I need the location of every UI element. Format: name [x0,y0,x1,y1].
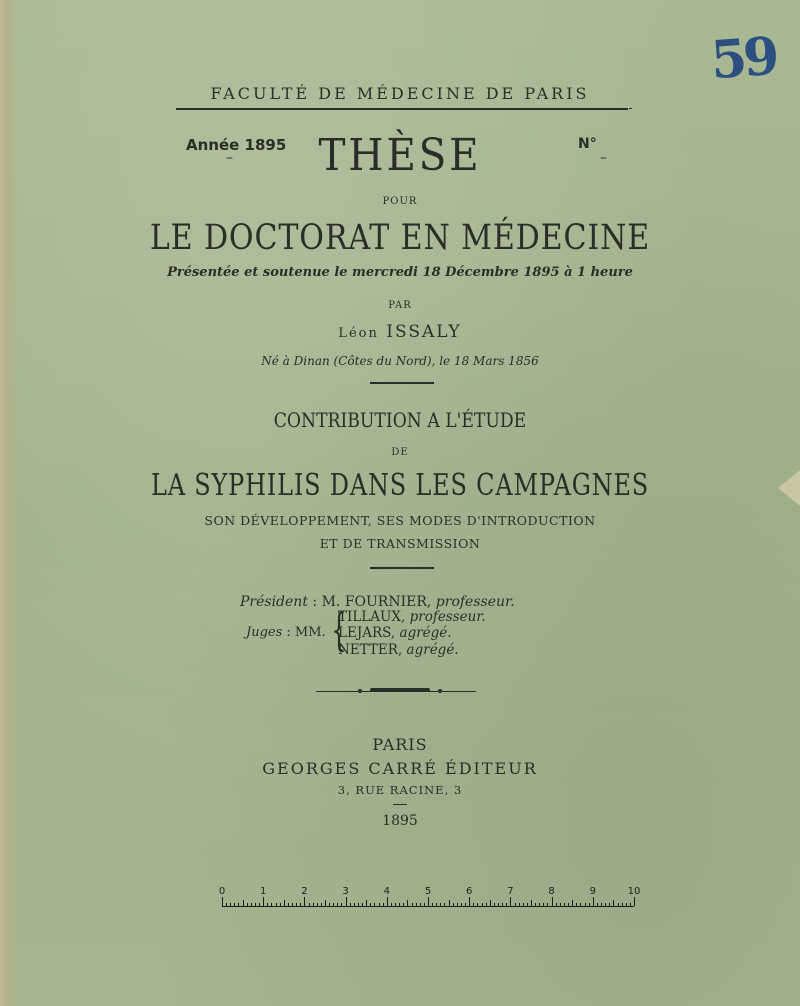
president-name: FOURNIER, [344,594,432,610]
ruler-label: 10 [627,886,641,897]
ruler-tick [300,903,301,906]
ruler-tick [379,903,380,906]
ruler-tick [276,903,277,906]
ruler-tick [325,900,326,906]
ruler-tick [267,903,268,906]
year-dash: – [226,150,233,166]
imprint-year: 1895 [382,813,418,829]
ruler-tick [630,903,631,906]
ruler-tick [622,903,623,906]
ruler-tick [605,903,606,906]
judges-prefix: : MM. [286,625,326,640]
ruler-tick [407,900,408,906]
ruler-label: 8 [548,886,555,897]
ruler-tick [593,897,594,906]
ruler-tick [424,903,425,906]
ruler-tick [568,903,569,906]
ruler-label: 6 [466,886,473,897]
ruler-tick [412,903,413,906]
ruler-tick [527,903,528,906]
ruler-tick [556,903,557,906]
ruler-tick [420,903,421,906]
ruler-tick [234,903,235,906]
scale-ruler [218,886,641,910]
ruler-label: 7 [507,886,514,897]
ruler-tick [444,903,445,906]
ruler-tick [440,903,441,906]
ruler-baseline [222,906,634,907]
ruler-tick [564,903,565,906]
imprint-address: 3, RUE RACINE, 3 [337,783,463,797]
ruler-tick [453,903,454,906]
ruler-tick [609,903,610,906]
ruler-tick [618,903,619,906]
ruler-tick [477,903,478,906]
ruler-tick [449,900,450,906]
ruler-tick [383,903,384,906]
ruler-tick [358,903,359,906]
judge-title: agrégé. [399,625,452,641]
ruler-tick [502,903,503,906]
ruler-tick [601,903,602,906]
number-label: N° [578,136,597,152]
ruler-tick [416,903,417,906]
ruler-tick [395,903,396,906]
ornament-center [370,688,430,692]
author-name [0,322,800,342]
ruler-label: 0 [218,886,226,897]
ruler-tick [543,903,544,906]
ruler-tick [321,903,322,906]
number-dash: – [600,150,607,166]
ruler-tick [263,897,264,906]
ruler-tick [613,900,614,906]
paper-edge [0,0,16,1006]
ruler-tick [482,903,483,906]
ruler-tick [366,900,367,906]
ruler-tick [560,903,561,906]
ruler-tick [506,903,507,906]
ruler-tick [436,903,437,906]
ruler-tick [354,903,355,906]
ruler-tick [399,903,400,906]
degree-title: LE DOCTORAT EN MÉDECINE [149,218,651,258]
ruler-tick [238,903,239,906]
author-first-name: Léon [338,326,379,341]
ruler-tick [304,897,305,906]
ruler-tick [498,903,499,906]
ruler-tick [296,903,297,906]
ruler-tick [370,903,371,906]
ruler-tick [259,903,260,906]
par-label: PAR [388,300,412,311]
ruler-tick [486,903,487,906]
ruler-tick [350,903,351,906]
ruler-tick [292,903,293,906]
ruler-tick [580,903,581,906]
ruler-tick [230,903,231,906]
ruler-tick [576,903,577,906]
ruler-tick [333,903,334,906]
ornament-dot [438,689,442,693]
ruler-tick [535,903,536,906]
ruler-tick [547,903,548,906]
ruler-tick [222,897,223,906]
judge-title: agrégé. [406,642,459,658]
ornament-dot [358,689,362,693]
ruler-tick [597,903,598,906]
year-label: Année 1895 [186,136,287,154]
author-last-name: ISSALY [386,322,462,342]
president-role: Président [240,594,308,610]
pour-label: POUR [382,196,418,207]
torn-corner [778,470,800,506]
ruler-tick [317,903,318,906]
ruler-tick [465,903,466,906]
header-rule-tail [614,108,632,109]
ruler-tick [391,903,392,906]
ruler-tick [341,903,342,906]
ruler-tick [589,903,590,906]
judge-entry [338,609,486,625]
ruler-tick [288,903,289,906]
ruler-tick [473,903,474,906]
ruler-label: 2 [301,886,308,897]
ruler-tick [362,903,363,906]
subject-subtitle-1: SON DÉVELOPPEMENT, SES MODES D'INTRODUCTION [204,513,596,528]
ruler-tick [515,903,516,906]
judge-entry [338,642,459,658]
ruler-tick [519,903,520,906]
ruler-tick [494,903,495,906]
ruler-tick [572,900,573,906]
subject-title: LA SYPHILIS DANS LES CAMPAGNES [150,468,650,503]
section-divider [370,382,434,384]
ruler-tick [243,900,244,906]
imprint-city: PARIS [372,735,428,754]
ruler-tick [280,903,281,906]
subject-subtitle-2: ET DE TRANSMISSION [319,536,481,551]
judge-name: LEJARS, [338,625,396,641]
judge-title: professeur. [409,609,486,625]
thesis-title: THÈSE [318,130,482,181]
imprint-publisher: GEORGES CARRÉ ÉDITEUR [262,759,538,778]
ruler-tick [255,903,256,906]
ruler-tick [634,897,635,906]
presentation-date: Présentée et soutenue le mercredi 18 Décembre 1895 à 1 heure [167,265,633,280]
ruler-tick [309,903,310,906]
ruler-tick [226,903,227,906]
president-title: professeur. [435,594,515,610]
jury-judges-label [246,625,326,640]
ruler-tick [539,903,540,906]
ruler-tick [523,903,524,906]
ruler-tick [428,897,429,906]
contribution-heading: CONTRIBUTION A L'ÉTUDE [273,408,527,432]
ruler-tick [510,897,511,906]
ruler-label: 4 [383,886,390,897]
ruler-tick [313,903,314,906]
ruler-tick [387,897,388,906]
ruler-tick [432,903,433,906]
ruler-label: 3 [342,886,349,897]
ruler-tick [457,903,458,906]
ruler-tick [346,897,347,906]
ruler-tick [403,903,404,906]
de-label: DE [391,447,409,458]
ruler-tick [490,900,491,906]
faculty-heading: FACULTÉ DE MÉDECINE DE PARIS [210,84,590,103]
ruler-tick [469,897,470,906]
ruler-tick [271,903,272,906]
ruler-tick [626,903,627,906]
author-birth: Né à Dinan (Côtes du Nord), le 18 Mars 1856 [261,354,539,368]
imprint-rule [393,804,407,805]
ruler-tick [284,900,285,906]
ruler-label: 1 [260,886,267,897]
judge-name: NETTER, [338,642,403,658]
ruler-tick [585,903,586,906]
judge-name: TILLAUX, [338,609,406,625]
ruler-tick [337,903,338,906]
inventory-stamp: 59 [708,25,778,92]
ruler-tick [531,900,532,906]
ruler-tick [247,903,248,906]
section-divider [370,567,434,569]
ruler-tick [374,903,375,906]
judges-role: Juges [246,625,283,640]
ruler-tick [329,903,330,906]
ruler-label: 9 [589,886,596,897]
judge-entry [338,625,452,641]
ruler-tick [461,903,462,906]
ruler-tick [251,903,252,906]
jury-president [240,594,515,610]
ruler-tick [552,897,553,906]
president-prefix: : M. [312,594,341,610]
judges-brace: { [331,605,347,656]
ruler-label: 5 [424,886,432,897]
header-rule [176,108,628,110]
